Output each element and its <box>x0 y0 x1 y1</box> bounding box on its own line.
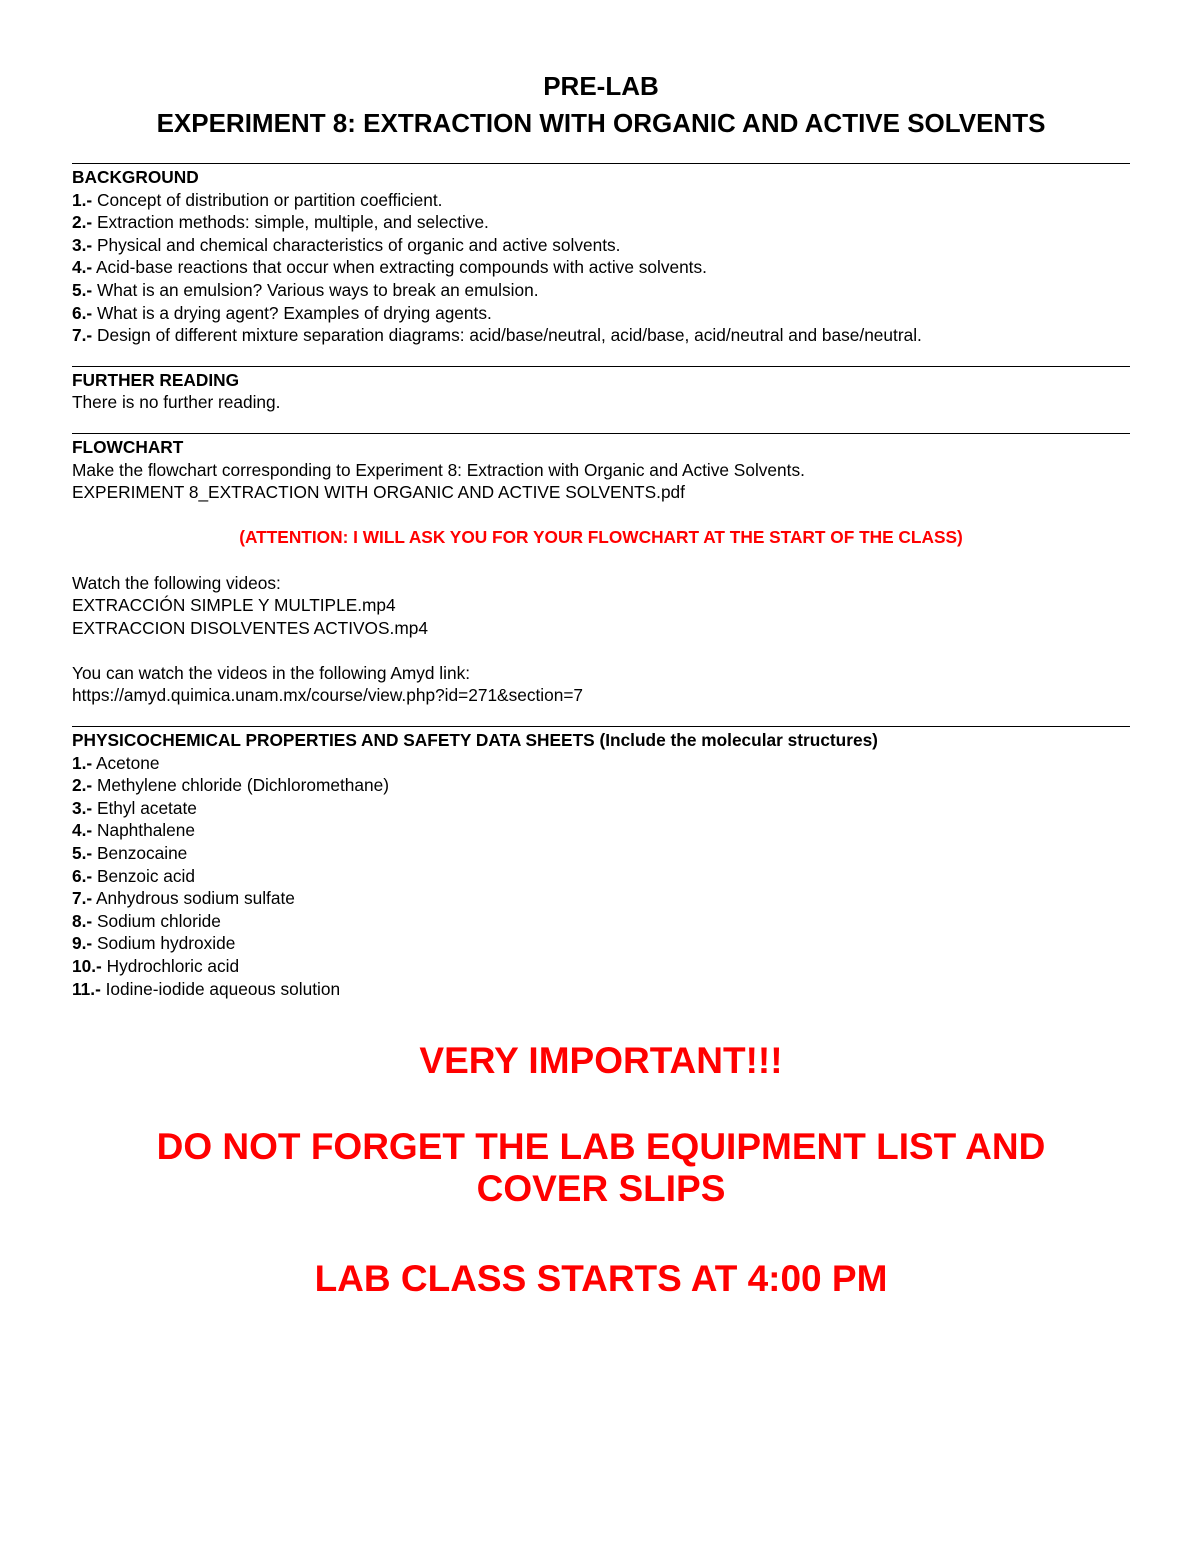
flowchart-pdf-link[interactable]: EXPERIMENT 8_EXTRACTION WITH ORGANIC AND ACTIVE SOLVENTS.pdf <box>72 482 685 503</box>
item-text: Physical and chemical characteristics of organic and active solvents. <box>92 234 621 255</box>
section-divider <box>72 163 1130 164</box>
item-number: 5.- <box>72 279 93 300</box>
list-item <box>72 211 1130 234</box>
background-section <box>72 166 1130 347</box>
properties-heading: PHYSICOCHEMICAL PROPERTIES AND SAFETY DATA SHEETS (Include the molecular structures) <box>72 730 878 751</box>
item-text: Benzocaine <box>92 843 188 864</box>
item-text: Concept of distribution or partition coefficient. <box>92 189 443 210</box>
further-reading-text: There is no further reading. <box>72 392 281 413</box>
item-number: 4.- <box>72 820 93 841</box>
item-text: Ethyl acetate <box>92 797 197 818</box>
flowchart-section <box>72 436 1130 707</box>
item-number: 6.- <box>72 865 93 886</box>
item-text: Acid-base reactions that occur when extracting compounds with active solvents. <box>92 257 707 278</box>
list-item <box>72 189 1130 212</box>
item-text: Sodium hydroxide <box>92 933 236 954</box>
amyd-course-link[interactable]: https://amyd.quimica.unam.mx/course/view.php?id=271&section=7 <box>72 685 584 706</box>
flowchart-heading: FLOWCHART <box>72 436 184 457</box>
list-item <box>72 932 1130 955</box>
list-item <box>72 256 1130 279</box>
item-number: 2.- <box>72 775 93 796</box>
item-number: 11.- <box>72 978 101 999</box>
list-item <box>72 324 1130 347</box>
item-text: What is a drying agent? Examples of drying agents. <box>92 302 492 323</box>
section-divider <box>72 726 1130 727</box>
item-number: 4.- <box>72 257 93 278</box>
item-text: Design of different mixture separation diagrams: acid/base/neutral, acid/base, acid/neutral and base/neutral. <box>92 325 922 346</box>
title-experiment: EXPERIMENT 8: EXTRACTION WITH ORGANIC AND ACTIVE SOLVENTS <box>156 108 1046 138</box>
item-number: 3.- <box>72 797 93 818</box>
item-text: Sodium chloride <box>92 910 221 931</box>
video-link-active-solvents[interactable]: EXTRACCION DISOLVENTES ACTIVOS.mp4 <box>72 617 428 638</box>
properties-section <box>72 729 1130 1000</box>
item-text: Extraction methods: simple, multiple, and selective. <box>92 212 489 233</box>
item-text: What is an emulsion? Various ways to break an emulsion. <box>92 279 539 300</box>
list-item <box>72 819 1130 842</box>
item-number: 5.- <box>72 843 93 864</box>
list-item <box>72 797 1130 820</box>
video-link-simple-multiple[interactable]: EXTRACCIÓN SIMPLE Y MULTIPLE.mp4 <box>72 595 396 616</box>
item-number: 8.- <box>72 910 93 931</box>
list-item <box>72 910 1130 933</box>
list-item <box>72 234 1130 257</box>
item-number: 2.- <box>72 212 93 233</box>
list-item <box>72 774 1130 797</box>
important-notice <box>72 1038 1130 1302</box>
very-important-heading: VERY IMPORTANT!!! <box>419 1040 783 1082</box>
item-number: 1.- <box>72 189 93 210</box>
item-text: Acetone <box>92 752 160 773</box>
list-item <box>72 842 1130 865</box>
item-number: 3.- <box>72 234 93 255</box>
item-number: 6.- <box>72 302 93 323</box>
list-item <box>72 302 1130 325</box>
further-reading-section <box>72 369 1130 414</box>
item-number: 10.- <box>72 956 102 976</box>
list-item <box>72 279 1130 302</box>
item-text: Methylene chloride (Dichloromethane) <box>92 775 389 796</box>
list-item <box>72 978 1130 1001</box>
list-item <box>72 865 1130 888</box>
reminder-line-2: COVER SLIPS <box>476 1168 726 1210</box>
class-start-time: LAB CLASS STARTS AT 4:00 PM <box>314 1258 888 1300</box>
item-text: Benzoic acid <box>92 865 195 886</box>
flowchart-attention: (ATTENTION: I WILL ASK YOU FOR YOUR FLOWCHART AT THE START OF THE CLASS) <box>239 527 963 548</box>
properties-list <box>72 752 1130 1001</box>
section-divider <box>72 366 1130 367</box>
section-divider <box>72 433 1130 434</box>
item-number: 7.- <box>72 888 93 909</box>
list-item <box>72 955 1130 978</box>
title-prelab: PRE-LAB <box>543 71 659 101</box>
further-reading-heading: FURTHER READING <box>72 369 240 390</box>
item-number: 1.- <box>72 752 93 773</box>
item-text: Naphthalene <box>92 820 195 841</box>
list-item <box>72 887 1130 910</box>
item-text: Anhydrous sodium sulfate <box>92 888 295 909</box>
item-text: Iodine-iodide aqueous solution <box>100 978 341 999</box>
item-text: Hydrochloric acid <box>101 956 240 976</box>
amyd-link-intro: You can watch the videos in the following Amyd link: <box>72 662 471 683</box>
document-page <box>72 70 1130 1302</box>
background-heading: BACKGROUND <box>72 167 199 187</box>
flowchart-instruction: Make the flowchart corresponding to Experiment 8: Extraction with Organic and Active Solvents. <box>72 459 805 480</box>
background-list <box>72 189 1130 347</box>
item-number: 9.- <box>72 933 93 954</box>
list-item <box>72 752 1130 775</box>
reminder-line-1: DO NOT FORGET THE LAB EQUIPMENT LIST AND <box>156 1126 1046 1168</box>
item-number: 7.- <box>72 325 93 346</box>
videos-intro: Watch the following videos: <box>72 572 281 593</box>
